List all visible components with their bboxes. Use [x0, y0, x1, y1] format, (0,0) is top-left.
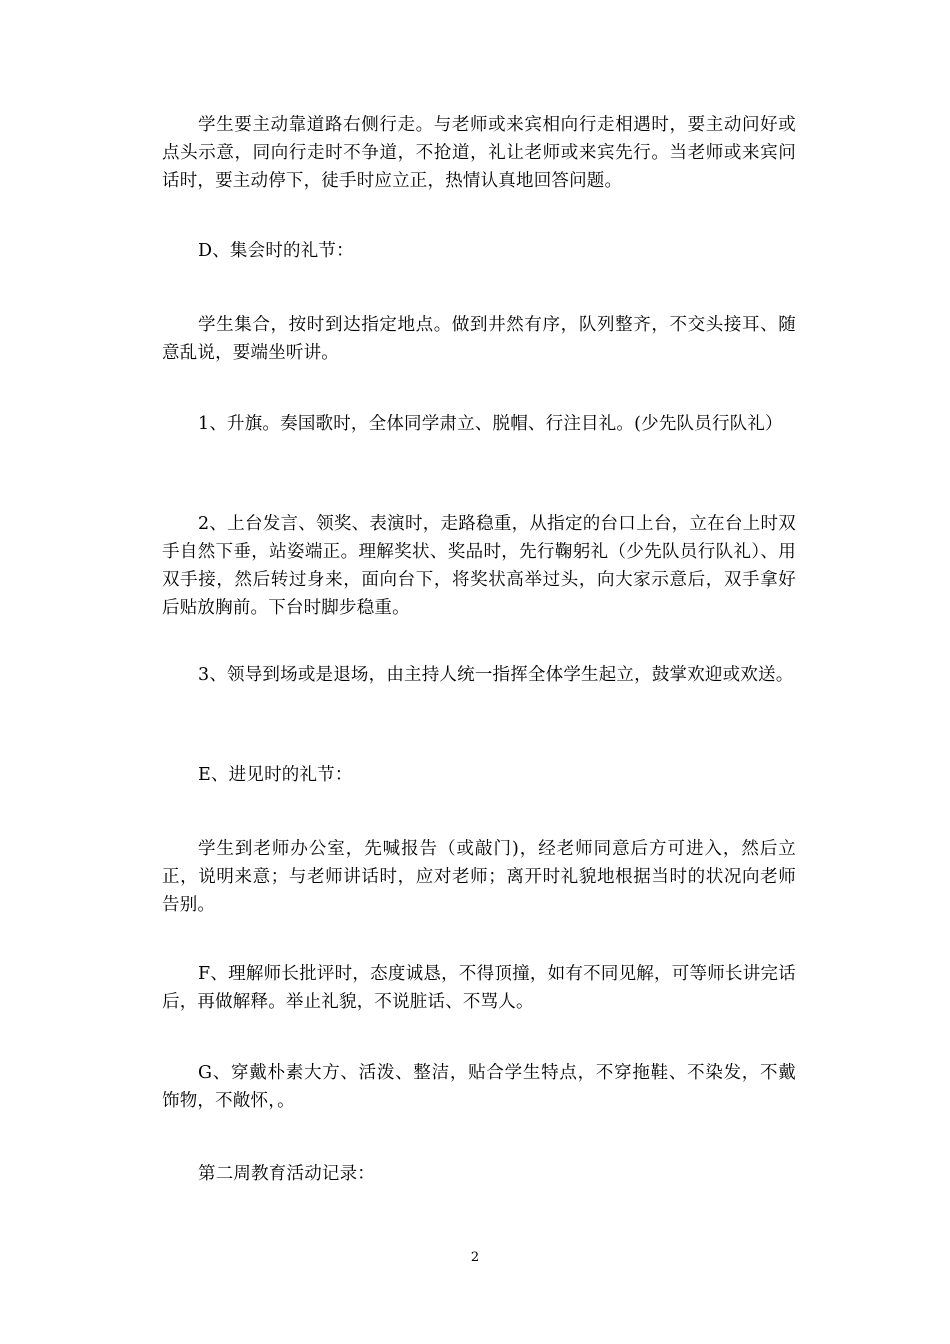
paragraph-stage-etiquette: 2、上台发言、领奖、表演时，走路稳重，从指定的台口上台，立在台上时双手自然下垂，站姿端正。理解奖状、奖品时，先行鞠躬礼（少先队员行队礼）、用双手接，然后转过身来，面向台下，将奖状高举过头，向大家示意后，双手拿好后贴放胸前。下台时脚步稳重。: [162, 514, 796, 618]
page-number: 2: [470, 1250, 480, 1265]
paragraph-office-visit: 学生到老师办公室，先喊报告（或敲门)，经老师同意后方可进入，然后立正，说明来意；与老师讲话时，应对老师；离开时礼貌地根据当时的状况向老师告别。: [162, 839, 796, 915]
paragraph-assembly: 学生集合，按时到达指定地点。做到井然有序，队列整齐，不交头接耳、随意乱说，要端坐听讲。: [162, 315, 796, 363]
paragraph-criticism: F、理解师长批评时，态度诚恳，不得顶撞，如有不同见解，可等师长讲完话后，再做解释。举止礼貌，不说脏话、不骂人。: [162, 964, 796, 1012]
paragraph-dress-code: G、穿戴朴素大方、活泼、整洁，贴合学生特点，不穿拖鞋、不染发，不戴饰物，不敞怀，。: [162, 1063, 796, 1111]
heading-visiting-etiquette: E、进见时的礼节：: [198, 765, 353, 785]
paragraph-leader-arrival: 3、领导到场或是退场，由主持人统一指挥全体学生起立，鼓掌欢迎或欢送。: [198, 665, 794, 685]
heading-assembly-etiquette: D、集会时的礼节：: [198, 241, 354, 261]
paragraph-walking-etiquette: 学生要主动靠道路右侧行走。与老师或来宾相向行走相遇时，要主动问好或点头示意，同向行走时不争道，不抢道，礼让老师或来宾先行。当老师或来宾问话时，要主动停下，徒手时应立正，热情认真地回答问题。: [162, 115, 796, 191]
paragraph-flag-raising: 1、升旗。奏国歌时，全体同学肃立、脱帽、行注目礼。(少先队员行队礼）: [198, 414, 783, 434]
heading-week-two-record: 第二周教育活动记录：: [198, 1164, 375, 1184]
